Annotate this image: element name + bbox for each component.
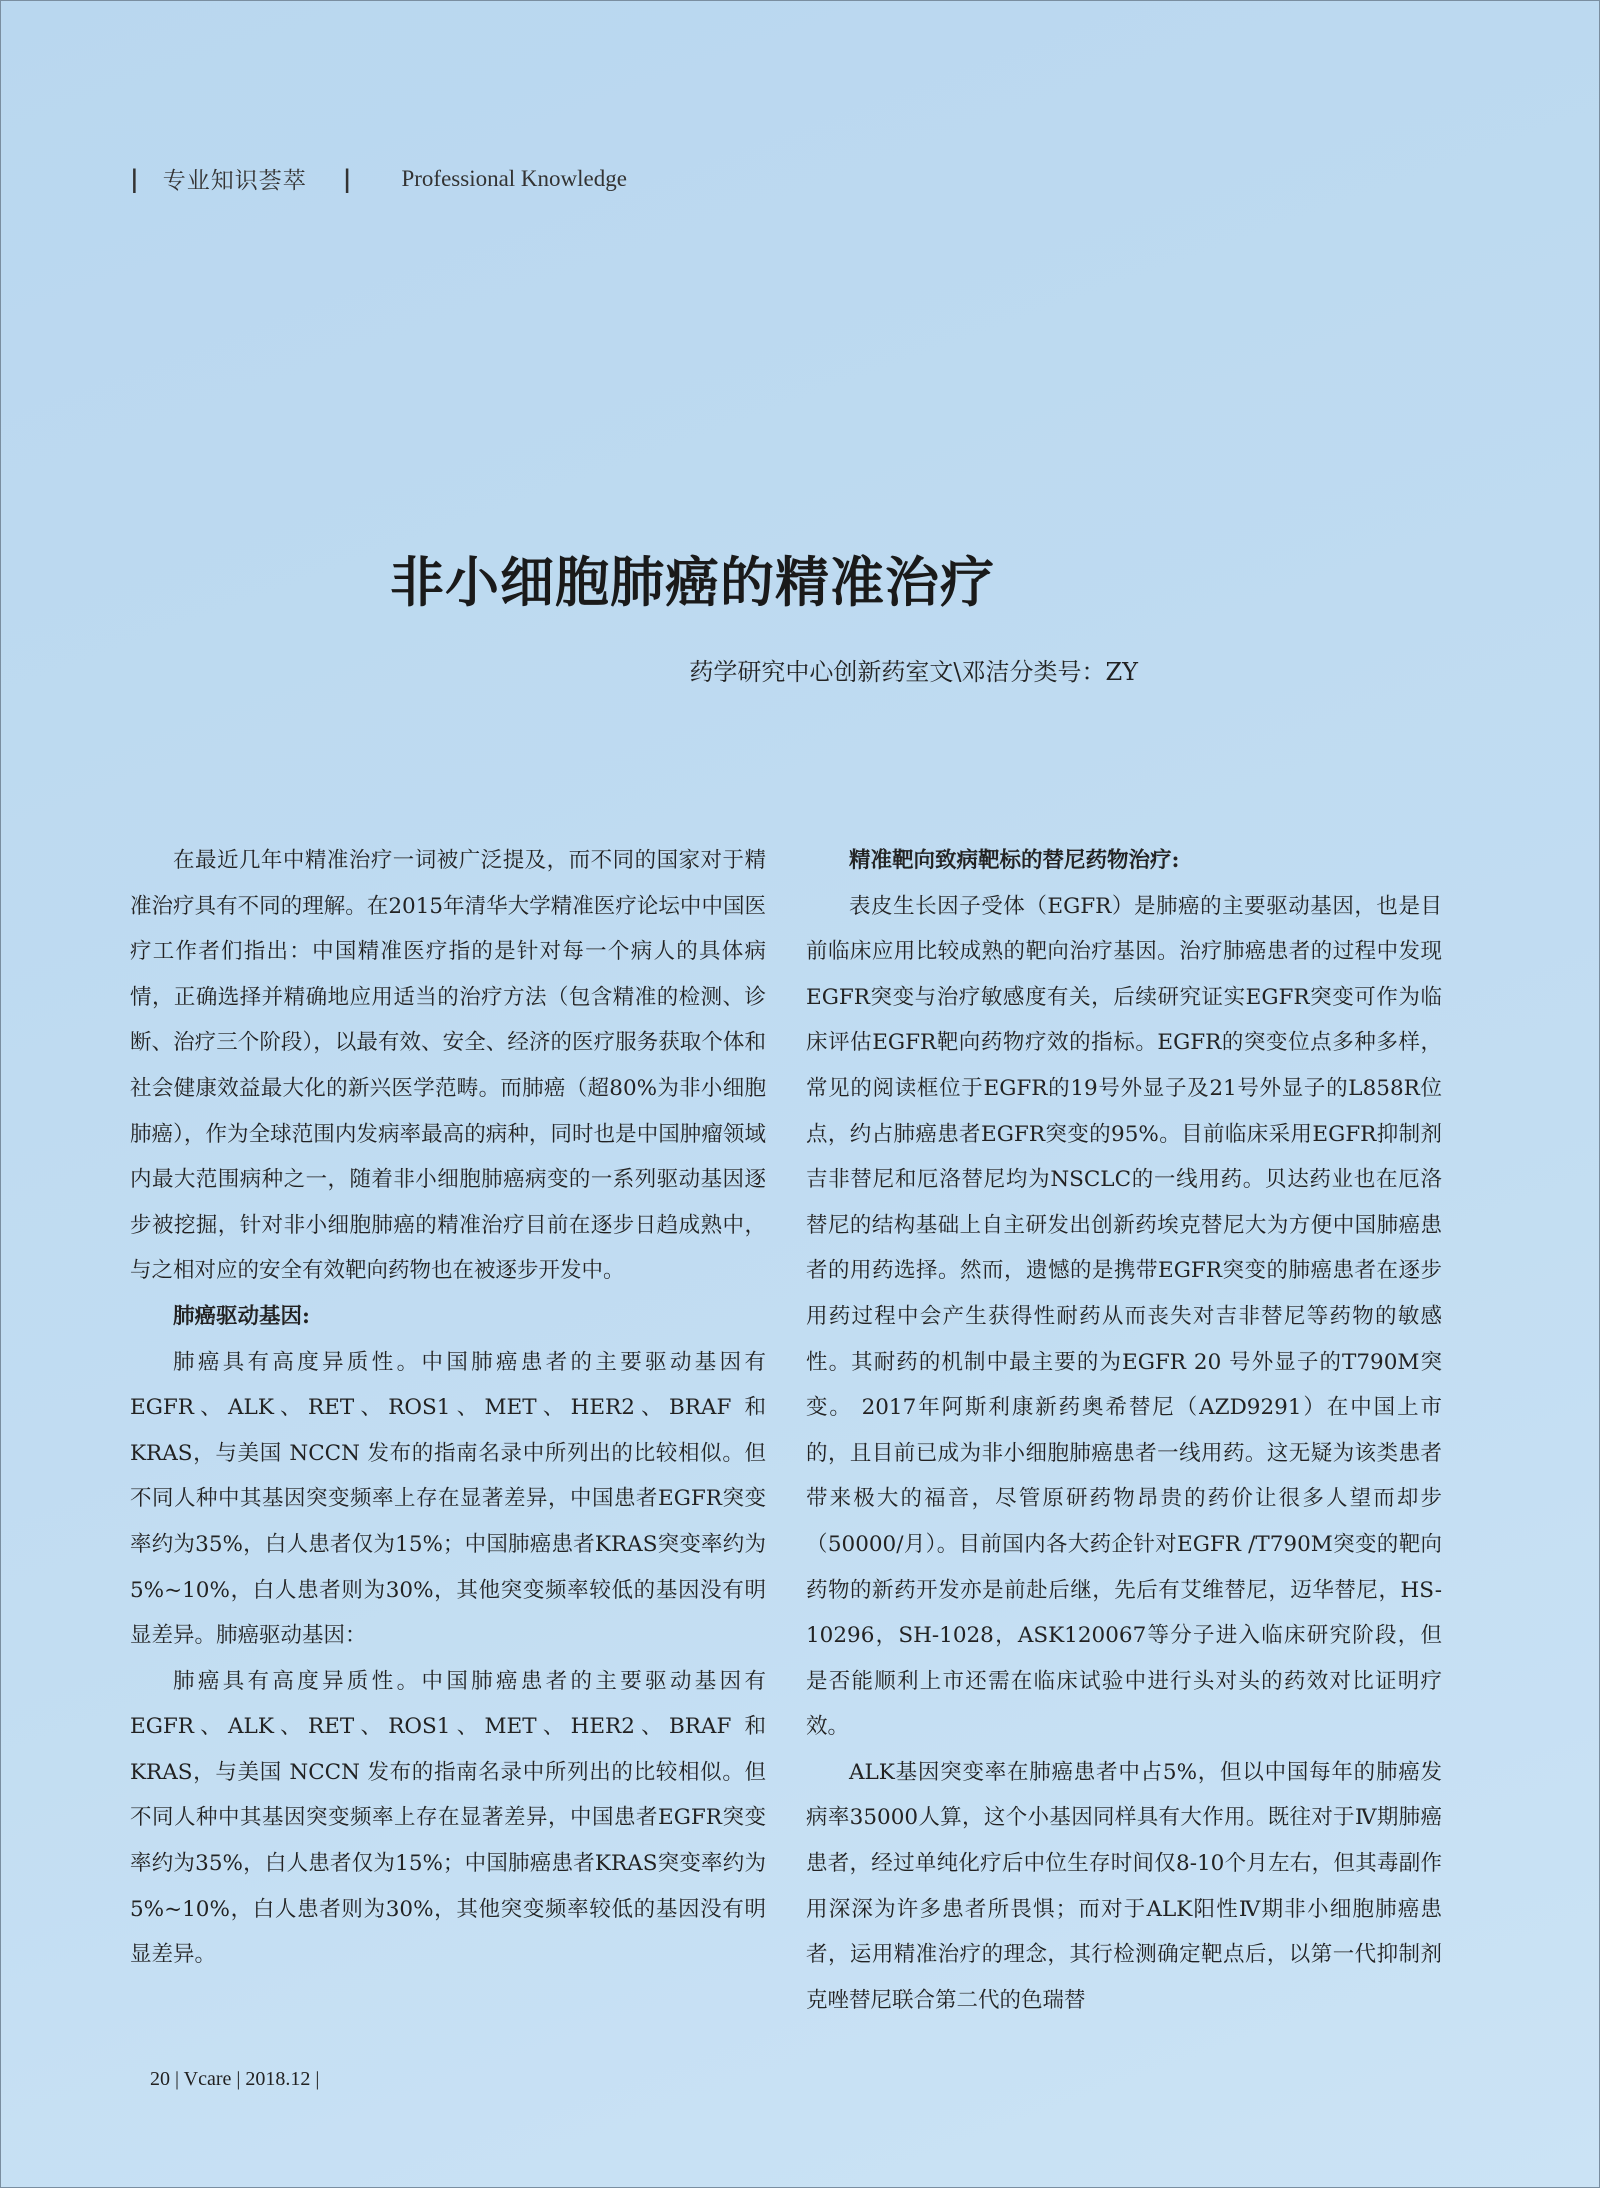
right-column — [806, 838, 1442, 2023]
magazine-name: Vcare — [183, 2068, 232, 2090]
page-number: 20 — [150, 2068, 170, 2090]
header-divider-right: | — [342, 164, 352, 193]
section-title-en: Professional Knowledge — [401, 165, 627, 191]
paragraph: 肺癌具有高度异质性。中国肺癌患者的主要驱动基因有EGFR、ALK、RET、ROS1、MET、HER2、BRAF 和 KRAS，与美国 NCCN 发布的指南名录中所列出的比较相似。但不同人种中其基因突变频率上存在显著差异，中国患者EGFR突变率约为35%，白人患者仅为15%；中国肺癌患者KRAS突变率约为5%~10%，白人患者则为30%，其他突变频率较低的基因没有明显差异。 — [130, 1668, 766, 1968]
section-header — [130, 162, 627, 195]
footer-divider: | — [236, 2068, 246, 2090]
article-byline: 药学研究中心创新药室文\邓洁分类号：ZY — [689, 658, 1138, 686]
footer-divider: | — [310, 2068, 320, 2090]
section-title-cn: 专业知识荟萃 — [162, 168, 307, 194]
footer-divider: | — [175, 2068, 184, 2090]
paragraph: 在最近几年中精准治疗一词被广泛提及，而不同的国家对于精准治疗具有不同的理解。在2015年清华大学精准医疗论坛中中国医疗工作者们指出：中国精准医疗指的是针对每一个病人的具体病情，正确选择并精确地应用适当的治疗方法（包含精准的检测、诊断、治疗三个阶段），以最有效、安全、经济的医疗服务获取个体和社会健康效益最大化的新兴医学范畴。而肺癌（超80%为非小细胞肺癌），作为全球范围内发病率最高的病种，同时也是中国肿瘤领域内最大范围病种之一，随着非小细胞肺癌病变的一系列驱动基因逐步被挖掘，针对非小细胞肺癌的精准治疗目前在逐步日趋成熟中，与之相对应的安全有效靶向药物也在被逐步开发中。 — [130, 848, 766, 1284]
subheading: 精准靶向致病靶标的替尼药物治疗: — [849, 848, 1180, 873]
paragraph: ALK基因突变率在肺癌患者中占5%，但以中国每年的肺癌发病率35000人算，这个小基因同样具有大作用。既往对于Ⅳ期肺癌患者，经过单纯化疗后中位生存时间仅8-10个月左右，但其毒副作用深深为许多患者所畏惧；而对于ALK阳性Ⅳ期非小细胞肺癌患者，运用精准治疗的理念，其行检测确定靶点后，以第一代抑制剂克唑替尼联合第二代的色瑞替 — [806, 1759, 1442, 2013]
page-footer — [150, 2068, 319, 2091]
subheading: 肺癌驱动基因: — [173, 1303, 310, 1329]
paragraph: 肺癌具有高度异质性。中国肺癌患者的主要驱动基因有EGFR、ALK、RET、ROS1、MET、HER2、BRAF 和 KRAS，与美国 NCCN 发布的指南名录中所列出的比较相似。但不同人种中其基因突变频率上存在显著差异，中国患者EGFR突变率约为35%，白人患者仅为15%；中国肺癌患者KRAS突变率约为5%~10%，白人患者则为30%，其他突变频率较低的基因没有明显差异。肺癌驱动基因： — [130, 1349, 766, 1649]
paragraph: 表皮生长因子受体（EGFR）是肺癌的主要驱动基因，也是目前临床应用比较成熟的靶向治疗基因。治疗肺癌患者的过程中发现EGFR突变与治疗敏感度有关，后续研究证实EGFR突变可作为临床评估EGFR靶向药物疗效的指标。EGFR的突变位点多种多样，常见的阅读框位于EGFR的19号外显子及21号外显子的L858R位点，约占肺癌患者EGFR突变的95%。目前临床采用EGFR抑制剂吉非替尼和厄洛替尼均为NSCLC的一线用药。贝达药业也在厄洛替尼的结构基础上自主研发出创新药埃克替尼大为方便中国肺癌患者的用药选择。然而，遗憾的是携带EGFR突变的肺癌患者在逐步用药过程中会产生获得性耐药从而丧失对吉非替尼等药物的敏感性。其耐药的机制中最主要的为EGFR 20 号外显子的T790M突变。 2017年阿斯利康新药奥希替尼（AZD9291）在中国上市的，且目前已成为非小细胞肺癌患者一线用药。这无疑为该类患者带来极大的福音，尽管原研药物昂贵的药价让很多人望而却步（50000/月）。目前国内各大药企针对EGFR /T790M突变的靶向药物的新药开发亦是前赴后继，先后有艾维替尼，迈华替尼，HS-10296，SH-1028，ASK120067等分子进入临床研究阶段，但是否能顺利上市还需在临床试验中进行头对头的药效对比证明疗效。 — [806, 893, 1442, 1740]
article-title: 非小细胞肺癌的精准治疗 — [390, 551, 995, 614]
issue-date: 2018.12 — [245, 2068, 311, 2090]
header-divider-left: | — [130, 164, 139, 193]
left-column — [130, 838, 766, 1978]
